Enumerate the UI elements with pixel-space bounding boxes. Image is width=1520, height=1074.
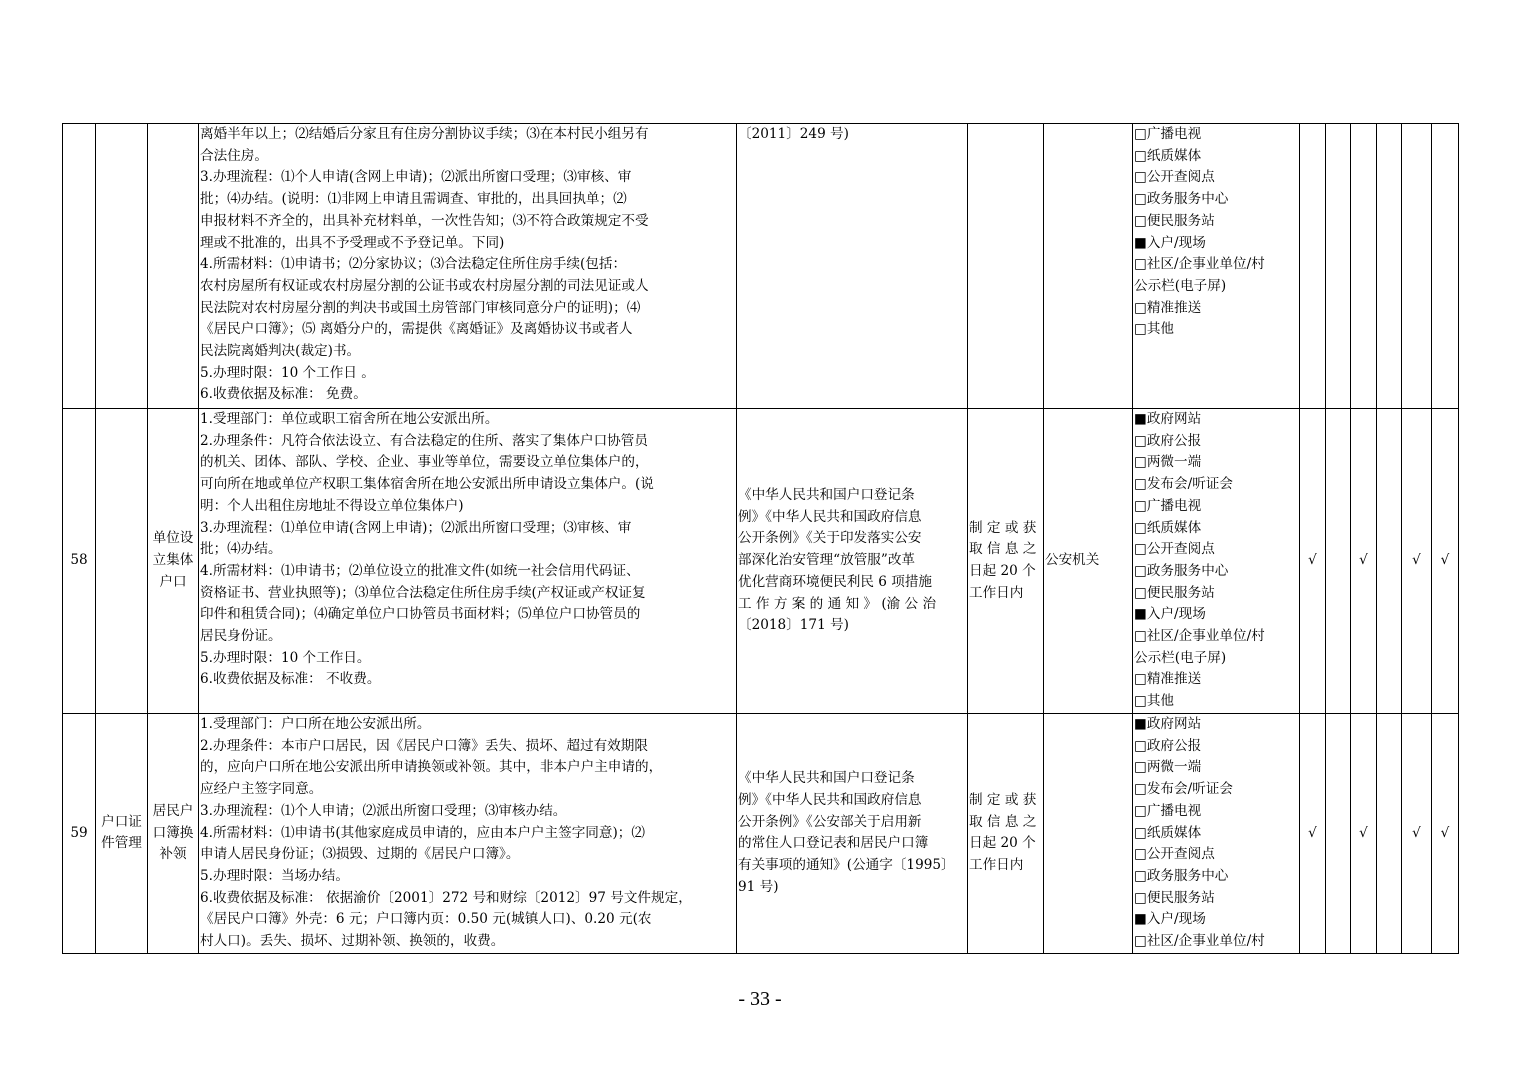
time-limit-cell [968, 409, 1044, 714]
content-cell-line: 6.收费依据及标准： 不收费。 [200, 671, 381, 688]
content-cell-line: 3.办理流程：⑴个人申请(含网上申请)；⑵派出所窗口受理；⑶审核、审 [200, 169, 632, 186]
content-cell-line: 1.受理部门：户口所在地公安派出所。 [200, 716, 431, 732]
content-cell-line: 申请人居民身份证；⑶损毁、过期的《居民户口簿》。 [200, 846, 520, 863]
channels-cell-line: □纸质媒体 [1134, 824, 1202, 841]
basis-cell-line: 例》《中华人民共和国政府信息 [738, 508, 922, 525]
content-cell-line: 应经户主签字同意。 [200, 781, 323, 798]
item-name-cell-line: 立集体 [152, 552, 194, 569]
subject-cell [1044, 714, 1133, 954]
channels-cell-line: ■入户/现场 [1134, 911, 1206, 928]
channels-cell-line: □两微一端 [1134, 759, 1202, 776]
content-cell-line: 2.办理条件：凡符合依法设立、有合法稳定的住所、落实了集体户口协管员 [200, 432, 648, 449]
content-cell-line: 5.办理时限：10 个工作日。 [200, 649, 371, 666]
channels-cell [1133, 124, 1300, 409]
content-cell-line: 批；⑷办结。(说明：⑴非网上申请且需调查、审批的，出具回执单；⑵ [200, 191, 627, 208]
check-cell: √ [1351, 409, 1377, 714]
channels-cell-line: □公开查阅点 [1134, 846, 1215, 863]
check-cell [1377, 124, 1402, 409]
content-cell-line: 4.所需材料：⑴申请书(其他家庭成员申请的，应由本户户主签字同意)；⑵ [200, 824, 645, 841]
check-cell: √ [1351, 714, 1377, 954]
category-cell [96, 714, 148, 954]
check-cell [1351, 124, 1377, 409]
content-cell-line: 的机关、团体、部队、学校、企业、事业等单位，需要设立单位集体户的， [200, 454, 649, 471]
content-cell-line: 5.办理时限：10 个工作日 。 [200, 364, 375, 381]
item-name-cell-line: 居民户 [152, 802, 194, 819]
content-cell-line: 5.办理时限：当场办结。 [200, 867, 349, 884]
channels-cell-line: □纸质媒体 [1134, 147, 1202, 164]
check-cell: √ [1432, 714, 1459, 954]
check-cell [1300, 124, 1326, 409]
basis-cell [737, 409, 968, 714]
content-cell-line: 的，应向户口所在地公安派出所申请换领或补领。其中，非本户户主申请的， [200, 759, 663, 776]
check-cell [1326, 409, 1351, 714]
channels-cell-line: □便民服务站 [1134, 212, 1215, 229]
check-cell [1326, 714, 1351, 954]
channels-cell-line: □政府公报 [1134, 432, 1202, 449]
content-cell-line: 居民身份证。 [200, 628, 282, 645]
time-limit-cell [968, 714, 1044, 954]
channels-cell-line: □公开查阅点 [1134, 541, 1215, 558]
time-limit-cell-line: 制 定 或 获 [969, 791, 1037, 808]
basis-cell-line: 公开条例》《公安部关于启用新 [738, 813, 922, 830]
row-number [63, 124, 96, 409]
content-cell-line: 印件和租赁合同)；⑷确定单位户口协管员书面材料；⑸单位户口协管员的 [200, 606, 641, 623]
content-cell-line: 合法住房。 [200, 147, 268, 164]
item-name-cell [148, 714, 199, 954]
channels-cell-line: □纸质媒体 [1134, 519, 1202, 536]
time-limit-cell-line: 取 信 息 之 [969, 813, 1037, 830]
basis-cell-line: 部深化治安管理“放管服”改革 [738, 552, 916, 569]
row-number: 58 [63, 409, 96, 714]
page-number: - 33 - [738, 988, 782, 1010]
content-cell-line: 2.办理条件：本市户口居民，因《居民户口簿》丢失、损坏、超过有效期限 [200, 737, 648, 754]
channels-cell-line: ■政府网站 [1134, 716, 1202, 732]
check-cell [1377, 409, 1402, 714]
content-cell-line: 申报材料不齐全的，出具补充材料单，一次性告知；⑶不符合政策规定不受 [200, 212, 649, 229]
channels-cell-line: □精准推送 [1134, 299, 1202, 316]
content-cell-line: 民法院对农村房屋分割的判决书或国土房管部门审核同意分户的证明)；⑷ [200, 299, 641, 316]
basis-cell [737, 714, 968, 954]
basis-cell-line: 有关事项的通知》(公通字〔1995〕 [738, 857, 955, 874]
item-name-cell-line: 户口 [159, 573, 187, 590]
channels-cell-line: □社区/企事业单位/村 [1134, 256, 1265, 273]
content-cell-line: 批；⑷办结。 [200, 541, 282, 558]
content-cell-line: 可向所在地或单位产权职工集体宿舍所在地公安派出所申请设立集体户。(说 [200, 476, 654, 493]
content-cell-line: 村人口)。丢失、损坏、过期补领、换领的，收费。 [200, 933, 505, 950]
channels-cell-line: ■政府网站 [1134, 411, 1202, 427]
category-cell-line: 件管理 [101, 835, 142, 852]
basis-cell-line: 〔2011〕249 号) [738, 126, 849, 142]
channels-cell-line: □社区/企事业单位/村 [1134, 933, 1265, 950]
content-cell [199, 409, 737, 714]
check-cell: √ [1300, 714, 1326, 954]
channels-cell-line: □广播电视 [1134, 802, 1202, 819]
channels-cell [1133, 409, 1300, 714]
item-name-cell-line: 口簿换 [152, 824, 194, 841]
time-limit-cell [968, 124, 1044, 409]
channels-cell-line: □广播电视 [1134, 497, 1202, 514]
channels-cell-line: ■入户/现场 [1134, 234, 1206, 251]
basis-cell-line: 优化营商环境便民利民 6 项措施 [738, 573, 933, 590]
document-table [62, 123, 1459, 954]
content-cell [199, 714, 737, 954]
channels-cell-line: □其他 [1134, 321, 1175, 338]
check-cell [1326, 124, 1351, 409]
content-cell-line: 《居民户口簿》；⑸ 离婚分户的，需提供《离婚证》及离婚协议书或者人 [200, 321, 633, 338]
basis-cell-line: 公开条例》《关于印发落实公安 [738, 530, 922, 547]
channels-cell-line: ■入户/现场 [1134, 606, 1206, 623]
item-name-cell-line: 补领 [159, 846, 187, 863]
item-name-cell-line: 单位设 [152, 530, 194, 547]
item-name-cell [148, 124, 199, 409]
basis-cell-line: 例》《中华人民共和国政府信息 [738, 791, 922, 808]
basis-cell-line: 91 号) [738, 878, 779, 895]
content-cell-line: 民法院离婚判决(裁定)书。 [200, 343, 361, 360]
content-cell-line: 4.所需材料：⑴申请书；⑵分家协议；⑶合法稳定住所住房手续(包括： [200, 256, 627, 273]
subject-cell [1044, 124, 1133, 409]
category-cell-line: 户口证 [101, 813, 142, 830]
content-cell-line: 农村房屋所有权证或农村房屋分割的公证书或农村房屋分割的司法见证或人 [200, 277, 649, 294]
category-cell [96, 124, 148, 409]
time-limit-cell-line: 日起 20 个 [969, 835, 1036, 852]
basis-cell-line: 的常住人口登记表和居民户口簿 [738, 835, 929, 852]
time-limit-cell-line: 制 定 或 获 [969, 519, 1037, 536]
check-cell: √ [1402, 409, 1432, 714]
time-limit-cell-line: 日起 20 个 [969, 563, 1036, 579]
channels-cell [1133, 714, 1300, 954]
content-cell-line: 资格证书、营业执照等)；⑶单位合法稳定住所住房手续(产权证或产权证复 [200, 584, 646, 601]
time-limit-cell-line: 工作日内 [969, 584, 1024, 601]
check-cell: √ [1300, 409, 1326, 714]
channels-cell-line: □政务服务中心 [1134, 867, 1229, 884]
check-cell [1377, 714, 1402, 954]
table-row [63, 714, 1459, 954]
channels-cell-line: □便民服务站 [1134, 889, 1215, 906]
content-cell-line: 3.办理流程：⑴个人申请；⑵派出所窗口受理；⑶审核办结。 [200, 802, 567, 819]
check-cell: √ [1402, 714, 1432, 954]
content-cell-line: 6.收费依据及标准： 依据渝价〔2001〕272 号和财综〔2012〕97 号文件规定， [200, 889, 692, 906]
channels-cell-line: □社区/企事业单位/村 [1134, 628, 1265, 645]
time-limit-cell-line: 工作日内 [969, 857, 1024, 874]
content-cell-line: 1.受理部门：单位或职工宿舍所在地公安派出所。 [200, 411, 499, 427]
content-cell-line: 6.收费依据及标准： 免费。 [200, 386, 367, 403]
content-cell-line: 《居民户口簿》外壳：6 元；户口簿内页：0.50 元(城镇人口)、0.20 元(农 [200, 911, 652, 928]
table-row [63, 124, 1459, 409]
content-cell [199, 124, 737, 409]
channels-cell-line: □其他 [1134, 693, 1175, 710]
channels-cell-line: □两微一端 [1134, 454, 1202, 471]
channels-cell-line: □发布会/听证会 [1134, 781, 1233, 798]
channels-cell-line: □政务服务中心 [1134, 562, 1229, 579]
table-row [63, 409, 1459, 714]
check-cell: √ [1432, 409, 1459, 714]
subject-cell: 公安机关 [1044, 409, 1133, 714]
content-cell-line: 离婚半年以上；⑵结婚后分家且有住房分割协议手续；⑶在本村民小组另有 [200, 126, 649, 142]
channels-cell-line: □便民服务站 [1134, 584, 1215, 601]
category-cell [96, 409, 148, 714]
basis-cell [737, 124, 968, 409]
check-cell [1432, 124, 1459, 409]
basis-cell-line: 《中华人民共和国户口登记条 [738, 770, 915, 787]
basis-cell-line: 〔2018〕171 号) [738, 617, 849, 634]
content-cell-line: 明：个人出租住房地址不得设立单位集体户) [200, 497, 464, 514]
channels-cell-line: □政务服务中心 [1134, 191, 1229, 208]
channels-cell-line: □广播电视 [1134, 126, 1202, 142]
channels-cell-line: □精准推送 [1134, 671, 1202, 688]
basis-cell-line: 《中华人民共和国户口登记条 [738, 487, 915, 504]
item-name-cell [148, 409, 199, 714]
time-limit-cell-line: 取 信 息 之 [969, 541, 1037, 558]
content-cell-line: 3.办理流程：⑴单位申请(含网上申请)；⑵派出所窗口受理；⑶审核、审 [200, 519, 632, 536]
check-cell [1402, 124, 1432, 409]
channels-cell-line: □公开查阅点 [1134, 169, 1215, 186]
content-cell-line: 理或不批准的，出具不予受理或不予登记单。下同) [200, 234, 505, 251]
channels-cell-line: 公示栏(电子屏) [1134, 277, 1227, 294]
content-cell-line: 4.所需材料：⑴申请书；⑵单位设立的批准文件(如统一社会信用代码证、 [200, 562, 640, 579]
basis-cell-line: 工 作 方 案 的 通 知 》 (渝 公 治 [738, 595, 937, 612]
channels-cell-line: □政府公报 [1134, 737, 1202, 754]
channels-cell-line: □发布会/听证会 [1134, 476, 1233, 493]
channels-cell-line: 公示栏(电子屏) [1134, 649, 1227, 666]
row-number: 59 [63, 714, 96, 954]
